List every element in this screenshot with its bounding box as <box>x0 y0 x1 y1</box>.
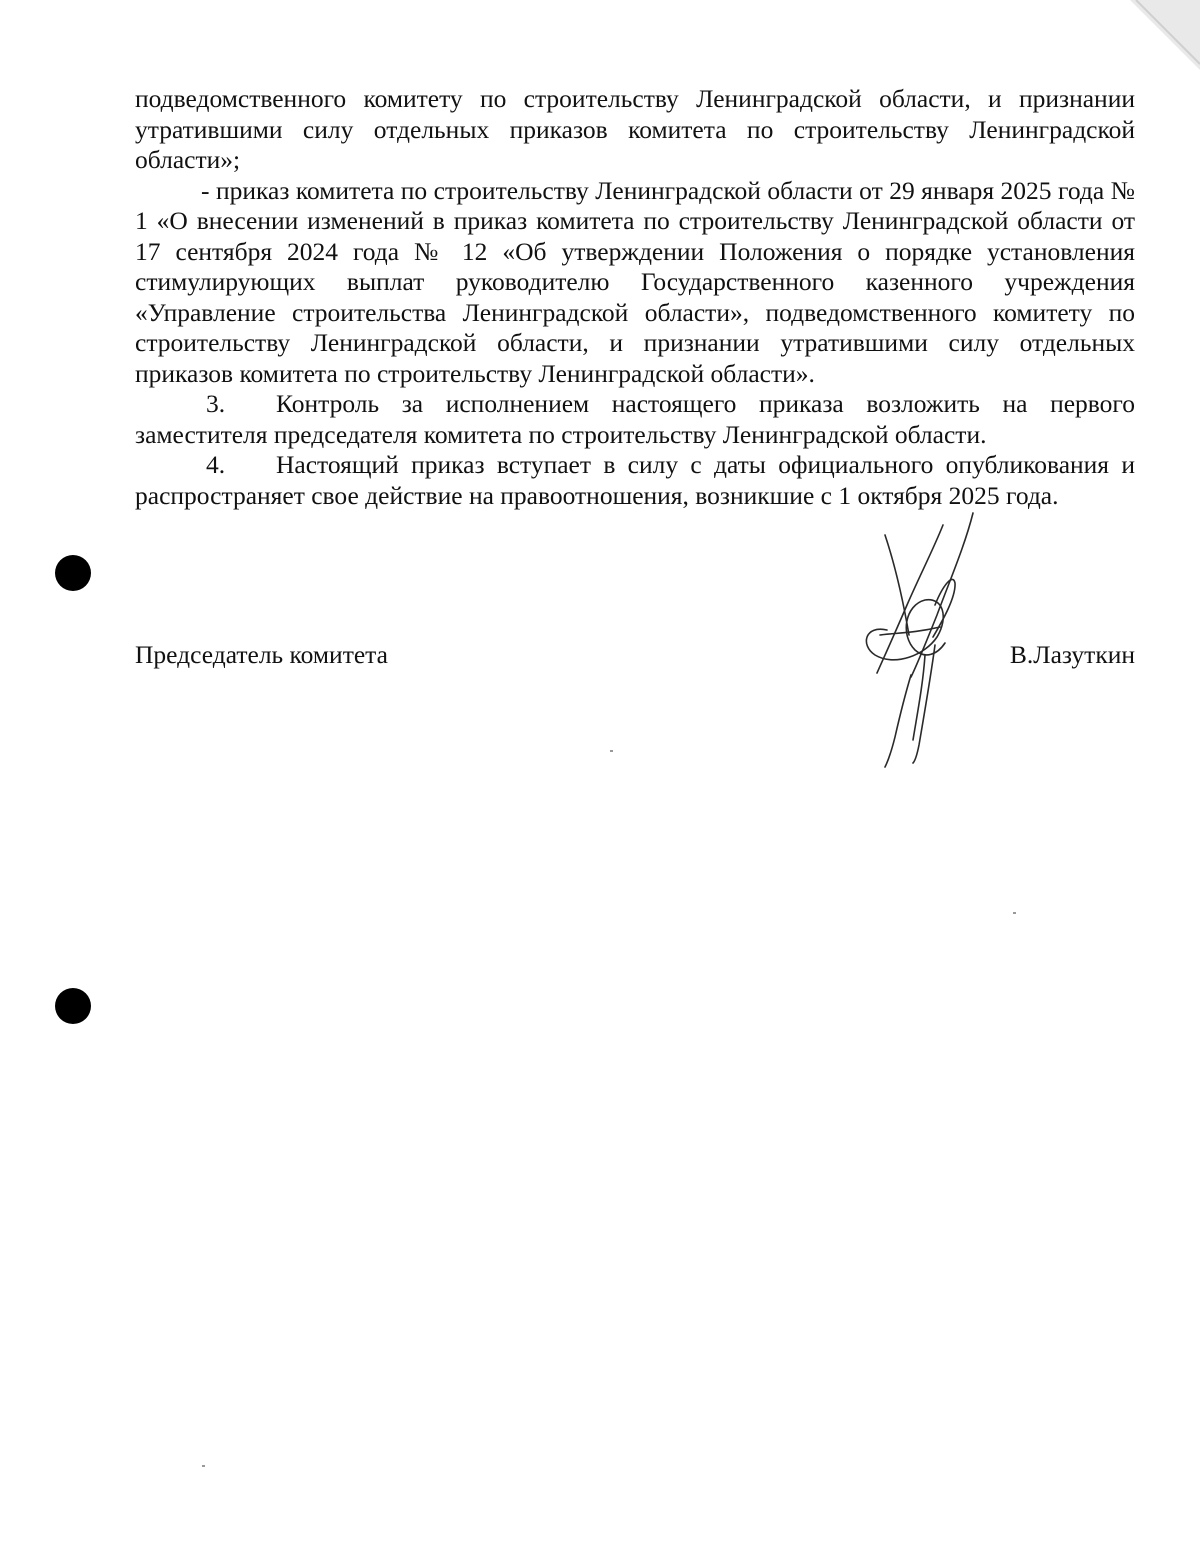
signatory-name: В.Лазуткин <box>1009 640 1135 669</box>
numbered-item-3 <box>135 389 1135 450</box>
handwritten-signature <box>825 505 1015 775</box>
document-body <box>135 84 1135 511</box>
signatory-position: Председатель комитета <box>135 640 388 669</box>
item-text: Контроль за исполнением настоящего приказа возложить на первого заместителя председателя комитета по строительству Ленинградской области. <box>135 389 1135 449</box>
page-corner-fold <box>1130 0 1200 70</box>
paragraph-order-reference: - приказ комитета по строительству Ленинградской области от 29 января 2025 года № 1 «О внесении изменений в приказ комитета по строительству Ленинградской области от 17 сентября 2024 года № 12 «Об утверждении Положения о порядке установления стимулирующих выплат руководителю Государственного казенного учреждения «Управление строительства Ленинградской области», подведомственного комитету по строительству Ленинградской области, и признании утратившими силу отдельных приказов комитета по строительству Ленинградской области». <box>135 175 1135 388</box>
punch-hole <box>55 988 91 1024</box>
scan-speck <box>1013 912 1016 914</box>
scan-speck <box>610 750 613 752</box>
numbered-item-4 <box>135 450 1135 511</box>
scan-speck <box>202 1465 205 1467</box>
item-text: Настоящий приказ вступает в силу с даты официального опубликования и распространяет свое действие на правоотношения, возникшие с 1 октября 2025 года. <box>135 450 1135 510</box>
item-number: 3. <box>206 389 226 418</box>
punch-hole <box>55 555 91 591</box>
paragraph-continuation: подведомственного комитету по строительству Ленинградской области, и признании утратившими силу отдельных приказов комитета по строительству Ленинградской области»; <box>135 84 1135 174</box>
item-number: 4. <box>206 450 226 479</box>
